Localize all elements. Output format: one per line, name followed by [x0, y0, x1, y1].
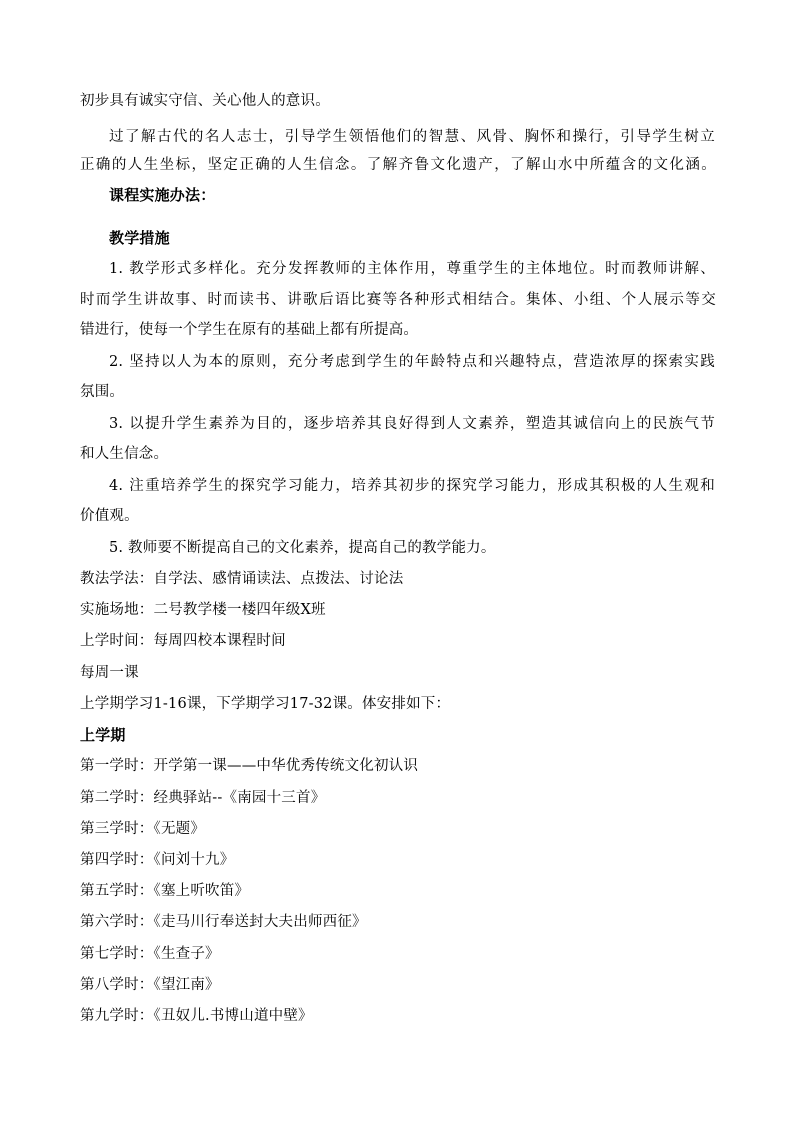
lesson-item: 第八学时：《望江南》: [80, 977, 220, 993]
lesson-item: 第一学时：开学第一课——中华优秀传统文化初认识: [80, 758, 419, 774]
paragraph-line: 时而学生讲故事、时而读书、讲歌后语比赛等各种形式相结合。集体、小组、个人展示等交: [80, 292, 716, 308]
frequency: 每周一课: [80, 665, 139, 681]
paragraph-line: 和人生信念。: [80, 446, 169, 462]
class-time: 上学时间：每周四校本课程时间: [80, 633, 286, 649]
lesson-item: 第九学时：《丑奴儿.书博山道中壁》: [80, 1008, 313, 1024]
section-heading: 课程实施办法：: [109, 186, 216, 204]
lesson-item: 第七学时：《生查子》: [80, 946, 220, 962]
term-heading: 上学期: [80, 726, 126, 744]
paragraph-line: 错进行，使每一个学生在原有的基础上都有所提高。: [80, 322, 419, 338]
subsection-heading: 教学措施: [109, 229, 170, 247]
paragraph-line: 初步具有诚实守信、关心他人的意识。: [80, 93, 330, 109]
lesson-item: 第五学时：《塞上听吹笛》: [80, 883, 250, 899]
paragraph-line: 氛围。: [80, 384, 125, 400]
paragraph-line: 价值观。: [80, 508, 139, 524]
lesson-item: 第六学时：《走马川行奉送封大夫出师西征》: [80, 914, 367, 930]
paragraph-line: 过了解古代的名人志士，引导学生领悟他们的智慧、风骨、胸怀和操行，引导学生树立: [109, 129, 715, 145]
paragraph-line: 2. 坚持以人为本的原则，充分考虑到学生的年龄特点和兴趣特点，营造浓厚的探索实践: [109, 354, 715, 370]
lesson-item: 第四学时：《问刘十九》: [80, 852, 235, 868]
paragraph-line: 3. 以提升学生素养为目的，逐步培养其良好得到人文素养，塑造其诚信向上的民族气节: [109, 416, 715, 432]
teaching-method: 教法学法：自学法、感情诵读法、点拨法、讨论法: [80, 571, 404, 587]
paragraph-line: 4. 注重培养学生的探究学习能力，培养其初步的探究学习能力，形成其积极的人生观和: [109, 478, 715, 494]
paragraph-line: 正确的人生坐标，坚定正确的人生信念。了解齐鲁文化遗产，了解山水中所蕴含的文化涵。: [80, 157, 716, 173]
lesson-item: 第二学时：经典驿站--《南园十三首》: [80, 790, 326, 806]
paragraph-line: 1. 教学形式多样化。充分发挥教师的主体作用，尊重学生的主体地位。时而教师讲解、: [109, 261, 715, 277]
schedule-plan: 上学期学习1-16课，下学期学习17-32课。体安排如下：: [80, 696, 451, 712]
paragraph-line: 5. 教师要不断提高自己的文化素养，提高自己的教学能力。: [109, 540, 496, 556]
lesson-item: 第三学时：《无题》: [80, 821, 206, 837]
venue: 实施场地：二号教学楼一楼四年级X班: [80, 602, 326, 618]
